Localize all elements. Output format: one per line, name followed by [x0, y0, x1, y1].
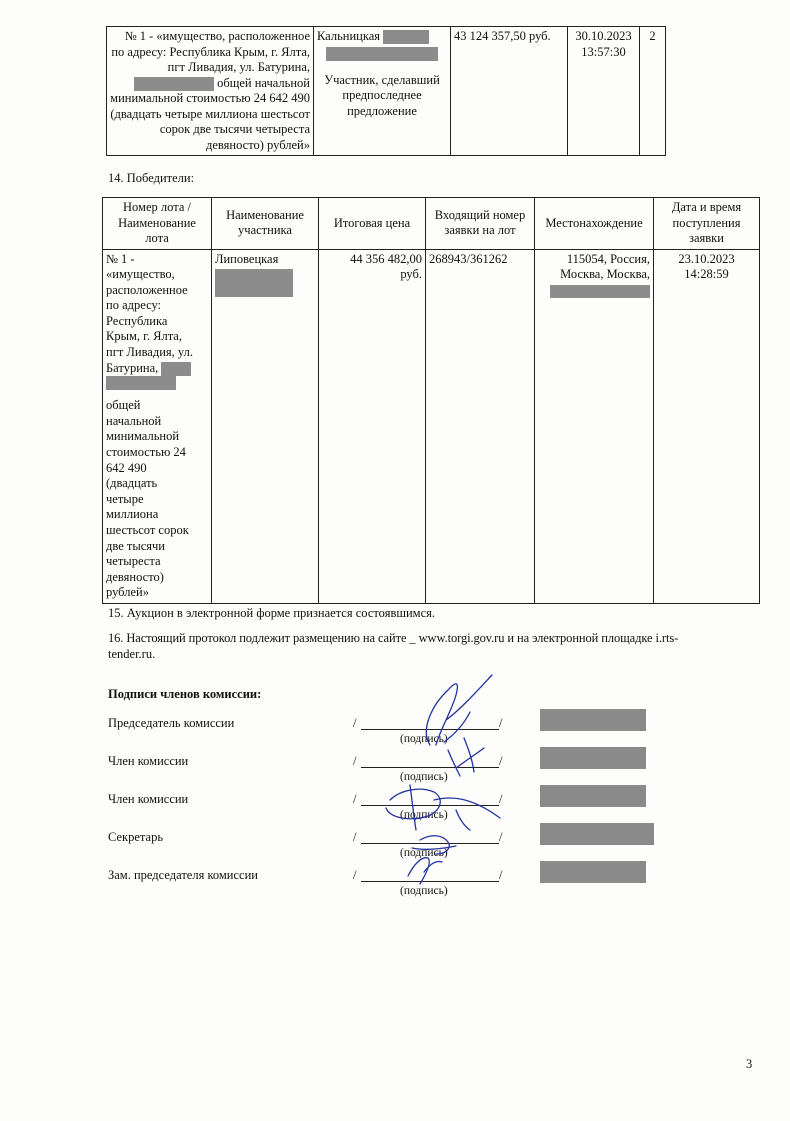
participant-name: Липовецкая: [215, 251, 279, 266]
price-line: руб.: [400, 267, 422, 281]
participant-cell: [212, 249, 319, 603]
lot-line: начальной: [106, 413, 162, 428]
role-label: Член комиссии: [108, 754, 189, 768]
lot-line: расположенное: [106, 282, 188, 297]
date-text: 23.10.2023: [678, 251, 735, 266]
redacted-block: [540, 747, 646, 769]
price-cell: 43 124 357,50 руб.: [451, 27, 568, 156]
lot-tail-text: общей начальной минимальной стоимостью 24 642 490 (двадцать четыре миллиона шестьсот сорок две тысячи четыреста девяносто) рублей»: [110, 75, 310, 152]
lot-line: № 1 -: [106, 251, 135, 266]
place-cell: 2: [640, 27, 666, 156]
lot-line: четыре: [106, 491, 144, 506]
slash: /: [353, 754, 357, 768]
table-header-row: [103, 198, 760, 250]
slash: /: [353, 716, 357, 730]
lot-line: Батурина,: [106, 360, 159, 375]
lot-line: общей: [106, 398, 141, 413]
redacted-block: [540, 861, 646, 883]
header-datetime: Дата и время поступления заявки: [654, 198, 760, 250]
lot-line: четыреста: [106, 554, 161, 569]
table-row: [103, 249, 760, 603]
role-label: Председатель комиссии: [108, 716, 235, 730]
lot-line: стоимостью 24: [106, 445, 186, 460]
signature-caption: (подпись): [400, 771, 448, 783]
slash: /: [353, 868, 357, 882]
lot-text: № 1 - «имущество, расположенное по адресу: Республика Крым, г. Ялта, пгт Ливадия, ул. Батурина,: [111, 29, 310, 74]
header-price: Итоговая цена: [319, 198, 426, 250]
time-text: 14:28:59: [684, 267, 729, 281]
top-continuation-table: [106, 26, 666, 156]
redacted-block: [106, 376, 176, 390]
table-row: [107, 27, 666, 156]
location-line: 115054, Россия,: [566, 251, 650, 266]
location-cell: [535, 249, 654, 603]
redacted-block: [215, 269, 293, 297]
lot-line: (двадцать: [106, 476, 158, 491]
datetime-cell: [654, 249, 760, 603]
redacted-block: [540, 823, 654, 845]
participant-cell: [314, 27, 451, 156]
signature-caption: (подпись): [400, 885, 448, 897]
lot-line: Крым, г. Ялта,: [106, 329, 182, 344]
participant-status: Участник, сделавший предпоследнее предложение: [324, 72, 440, 118]
lot-line: девяносто): [106, 569, 164, 584]
paragraph-16-line-2: tender.ru.: [108, 647, 156, 661]
header-app-number: Входящий номер заявки на лот: [426, 198, 535, 250]
header-lot: Номер лота / Наименование лота: [103, 198, 212, 250]
handwritten-signatures: [360, 650, 530, 900]
price-cell: [319, 249, 426, 603]
signature-caption: (подпись): [400, 809, 448, 821]
slash: /: [499, 716, 503, 730]
price-line: 44 356 482,00: [350, 251, 422, 266]
lot-line: миллиона: [106, 507, 159, 522]
signature-stroke: [412, 836, 456, 854]
slash: /: [499, 754, 503, 768]
location-line: Москва, Москва,: [560, 267, 650, 281]
redacted-block: [540, 709, 646, 731]
slash: /: [499, 792, 503, 806]
lot-cell: [103, 249, 212, 603]
redacted-block: [134, 77, 214, 91]
page-number: 3: [746, 1057, 753, 1071]
lot-line: рублей»: [106, 585, 149, 600]
slash: /: [353, 792, 357, 806]
datetime-cell: [568, 27, 640, 156]
redacted-block: [326, 47, 438, 61]
role-label: Член комиссии: [108, 792, 189, 806]
signature-stroke: [426, 675, 492, 745]
role-label: Зам. председателя комиссии: [108, 868, 258, 882]
lot-line: пгт Ливадия, ул.: [106, 345, 193, 360]
lot-line: 642 490: [106, 460, 147, 475]
section-14-title: 14. Победители:: [108, 171, 195, 185]
time-text: 13:57:30: [581, 44, 626, 59]
winners-table: [102, 197, 760, 604]
date-text: 30.10.2023: [575, 29, 632, 43]
paragraph-16-line-1: 16. Настоящий протокол подлежит размещению на сайте _ www.torgi.gov.ru и на электронной площадке i.rts-: [108, 631, 679, 645]
lot-line: «имущество,: [106, 267, 175, 282]
lot-line: по адресу:: [106, 298, 162, 313]
signature-stroke: [408, 858, 442, 884]
role-label: Секретарь: [108, 830, 164, 844]
app-number-cell: 268943/361262: [426, 249, 535, 603]
signature-stroke: [386, 785, 503, 830]
lot-line: шестьсот сорок: [106, 523, 189, 537]
lot-cell: [107, 27, 314, 156]
lot-line: две тысячи: [106, 538, 165, 553]
slash: /: [499, 868, 503, 882]
signatures-heading: Подписи членов комиссии:: [108, 687, 262, 701]
paragraph-15: 15. Аукцион в электронной форме признается состоявшимся.: [108, 606, 435, 620]
redacted-block: [383, 30, 429, 44]
header-participant: Наименование участника: [212, 198, 319, 250]
slash: /: [353, 830, 357, 844]
lot-line: минимальной: [106, 429, 180, 444]
signature-stroke: [448, 738, 484, 776]
header-location: Местонахождение: [535, 198, 654, 250]
signature-caption: (подпись): [400, 847, 448, 859]
redacted-block: [161, 362, 191, 376]
participant-name: Кальницкая: [317, 29, 381, 43]
redacted-block: [540, 785, 646, 807]
signature-caption: (подпись): [400, 733, 448, 745]
lot-line: Республика: [106, 313, 168, 328]
slash: /: [499, 830, 503, 844]
redacted-block: [550, 285, 650, 298]
